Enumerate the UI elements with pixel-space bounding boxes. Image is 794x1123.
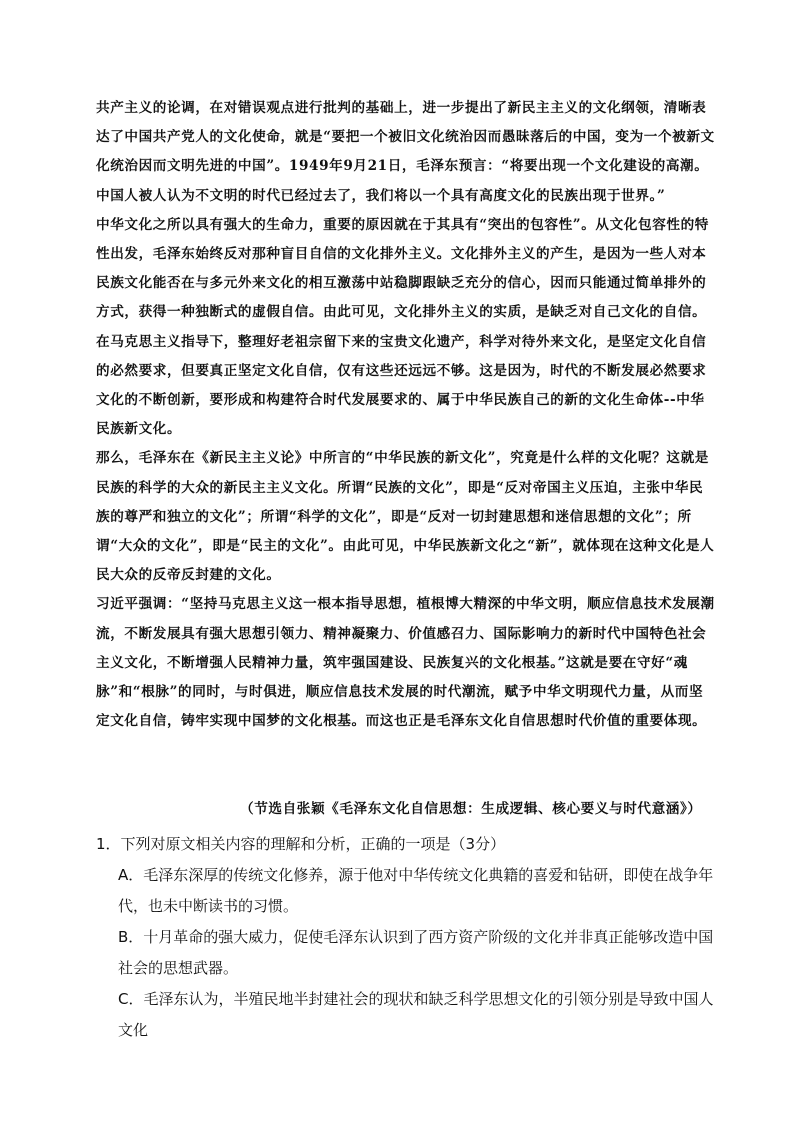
reading-passage — [96, 94, 716, 736]
passage-source: （节选自张颖《毛泽东文化自信思想：生成逻辑、核心要义与时代意涵》） — [240, 801, 702, 817]
passage-paragraph-4: 习近平强调：“坚持马克思主义这一根本指导思想，植根博大精深的中华文明，顺应信息技术发展潮流，不断发展具有强大思想引领力、精神凝聚力、价值感召力、国际影响力的新时代中国特色社会主义文化，不断增强人民精神力量，筑牢强国建设、民族复兴的文化根基。”这就是要在守好“魂脉”和“根脉”的同时，与时俱进，顺应信息技术发展的时代潮流，赋予中华文明现代力量，从而坚定文化自信，铸牢实现中国梦的文化根基。而这也正是毛泽东文化自信思想时代价值的重要体现。 — [96, 596, 715, 730]
question-stem: 1．下列对原文相关内容的理解和分析，正确的一项是（3分） — [96, 835, 506, 853]
option-c[interactable]: C．毛泽东认为，半殖民地半封建社会的现状和缺乏科学思想文化的引领分别是导致中国人文化 — [118, 990, 714, 1039]
passage-paragraph-1: 共产主义的论调，在对错误观点进行批判的基础上，进一步提出了新民主主义的文化纲领，清晰表达了中国共产党人的文化使命，就是“要把一个被旧文化统治因而愚昧落后的中国，变为一个被新文化统治因而文明先进的中国”。1949年9月21日，毛泽东预言：“将要出现一个文化建设的高潮。中国人被人认为不文明的时代已经过去了，我们将以一个具有高度文化的民族出现于世界。” — [96, 100, 715, 204]
passage-paragraph-2: 中华文化之所以具有强大的生命力，重要的原因就在于其具有“突出的包容性”。从文化包容性的特性出发，毛泽东始终反对那种盲目自信的文化排外主义。文化排外主义的产生，是因为一些人对本民族文化能否在与多元外来文化的相互激荡中站稳脚跟缺乏充分的信心，因而只能通过简单排外的方式，获得一种独断式的虚假自信。由此可见，文化排外主义的实质，是缺乏对自己文化的自信。在马克思主义指导下，整理好老祖宗留下来的宝贵文化遗产，科学对待外来文化，是坚定文化自信的必然要求，但要真正坚定文化自信，仅有这些还远远不够。这是因为，时代的不断发展必然要求文化的不断创新，要形成和构建符合时代发展要求的、属于中华民族自己的新的文化生命体--中华民族新文化。 — [96, 216, 709, 438]
option-b[interactable]: B．十月革命的强大威力，促使毛泽东认识到了西方资产阶级的文化并非真正能够改造中国社会的思想武器。 — [118, 928, 714, 977]
option-a[interactable]: A．毛泽东深厚的传统文化修养，源于他对中华传统文化典籍的喜爱和钻研，即使在战争年代，也未中断读书的习惯。 — [118, 866, 714, 915]
passage-paragraph-3: 那么，毛泽东在《新民主主义论》中所言的“中华民族的新文化”，究竟是什么样的文化呢？这就是民族的科学的大众的新民主主义文化。所谓“民族的文化”，即是“反对帝国主义压迫，主张中华民族的尊严和独立的文化”；所谓“科学的文化”，即是“反对一切封建思想和迷信思想的文化”；所谓“大众的文化”，即是“民主的文化”。由此可见，中华民族新文化之“新”，就体现在这种文化是人民大众的反帝反封建的文化。 — [96, 450, 715, 584]
question-1 — [96, 829, 716, 1046]
